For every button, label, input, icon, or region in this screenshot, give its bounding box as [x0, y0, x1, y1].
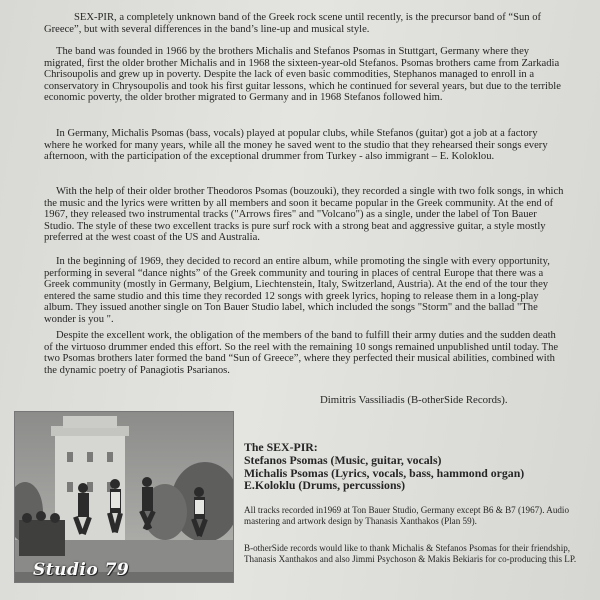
credit-member: E.Koloklu (Drums, percussions)	[244, 478, 406, 493]
band-credits	[244, 441, 524, 492]
ending-paragraph: Despite the excellent work, the obligation of the members of the band to fulfill their army duties and the sudden death of the virtuoso drummer ended this effort. So the reel with the remaining 10 songs remained unpublished until today. The two Psomas brothers later formed the band “Sun of Greece”, where they perfected their musical abilities, combined with the dynamic poetry of Panagiotis Psarianos.	[44, 330, 559, 376]
credit-member: Michalis Psomas (Lyrics, vocals, bass, hammond organ)	[244, 465, 525, 480]
history-paragraph: The band was founded in 1966 by the brothers Michalis and Stefanos Psomas in Stuttgart, Germany where they migrated, first the older brother Michalis and in 1968 the sixteen-year-old Stefanos. Psomas brothers came from Zarkadia Chrisoupolis and grew up in poverty. Despite the lack of even basic commodities, Stephanos managed to enroll in a conservatory in Chrysoupolis and took his first guitar lessons, which he continued for several years, but due to the terrible economic poverty, the older brother migrated to Germany and in 1968 Stefanos followed him.	[44, 46, 561, 104]
credit-member: Stefanos Psomas (Music, guitar, vocals)	[244, 452, 442, 467]
credits-title: The SEX-PIR:	[244, 440, 318, 454]
germany-paragraph: In Germany, Michalis Psomas (bass, vocals) played at popular clubs, while Stefanos (guitar) got a job at a factory where he worked for many years, while all the money he saved went to the studio that they rehearsed their songs every afternoon, with the participation of the exceptional drummer from Turkey - also immigrant – E. Koloklou.	[44, 128, 548, 163]
recording-note: All tracks recorded in1969 at Ton Bauer Studio, Germany except B6 & B7 (1967). Audio mastering and artwork design by Thanasis Xanthakos (Plan 59).	[244, 505, 569, 526]
singles-paragraph: With the help of their older brother Theodoros Psomas (bouzouki), they recorded a single with two folk songs, in which the music and the lyrics were written by all members and soon it became popular in the Greek community. At the end of 1967, they released two instrumental tracks ("Arrows fires" and "Volcano") as a single, under the label of Ton Bauer Studio. The style of these two excellent tracks is pure surf rock with a strong beat and aggressive guitar, a style mostly preferred at the west coast of the US and Australia.	[44, 186, 564, 244]
thanks-note: B-otherSide records would like to thank Michalis & Stefanos Psomas for their friendship, Thanasis Xanthakos and also Jimmi Psychoson & Makis Bekiaris for co-producing this LP.	[244, 543, 577, 564]
intro-paragraph: SEX-PIR, a completely unknown band of the Greek rock scene until recently, is the precursor band of “Sun of Greece”, but with several differences in the band’s line-up and musical style.	[44, 12, 542, 35]
band-photo	[14, 411, 234, 583]
band-photo-image	[15, 412, 233, 582]
photo-caption: Studio 79	[33, 560, 130, 580]
album-paragraph: In the beginning of 1969, they decided to record an entire album, while promoting the single with every opportunity, performing in several “dance nights” of the Greek community and touring in places of central Europe that there was a Greek community (mostly in Germany, Belgium, Liechtenstein, Italy, Switzerland, Austria). At the end of the tour they entered the same studio and this time they recorded 12 songs with greek lyrics, hoping to release them in a long-play album. They issued another single on Ton Bauer Studio label, which included the songs "Storm" and the ballad "The wonder is you ".	[44, 256, 550, 325]
author-signature: Dimitris Vassiliadis (B-otherSide Records).	[320, 394, 508, 406]
